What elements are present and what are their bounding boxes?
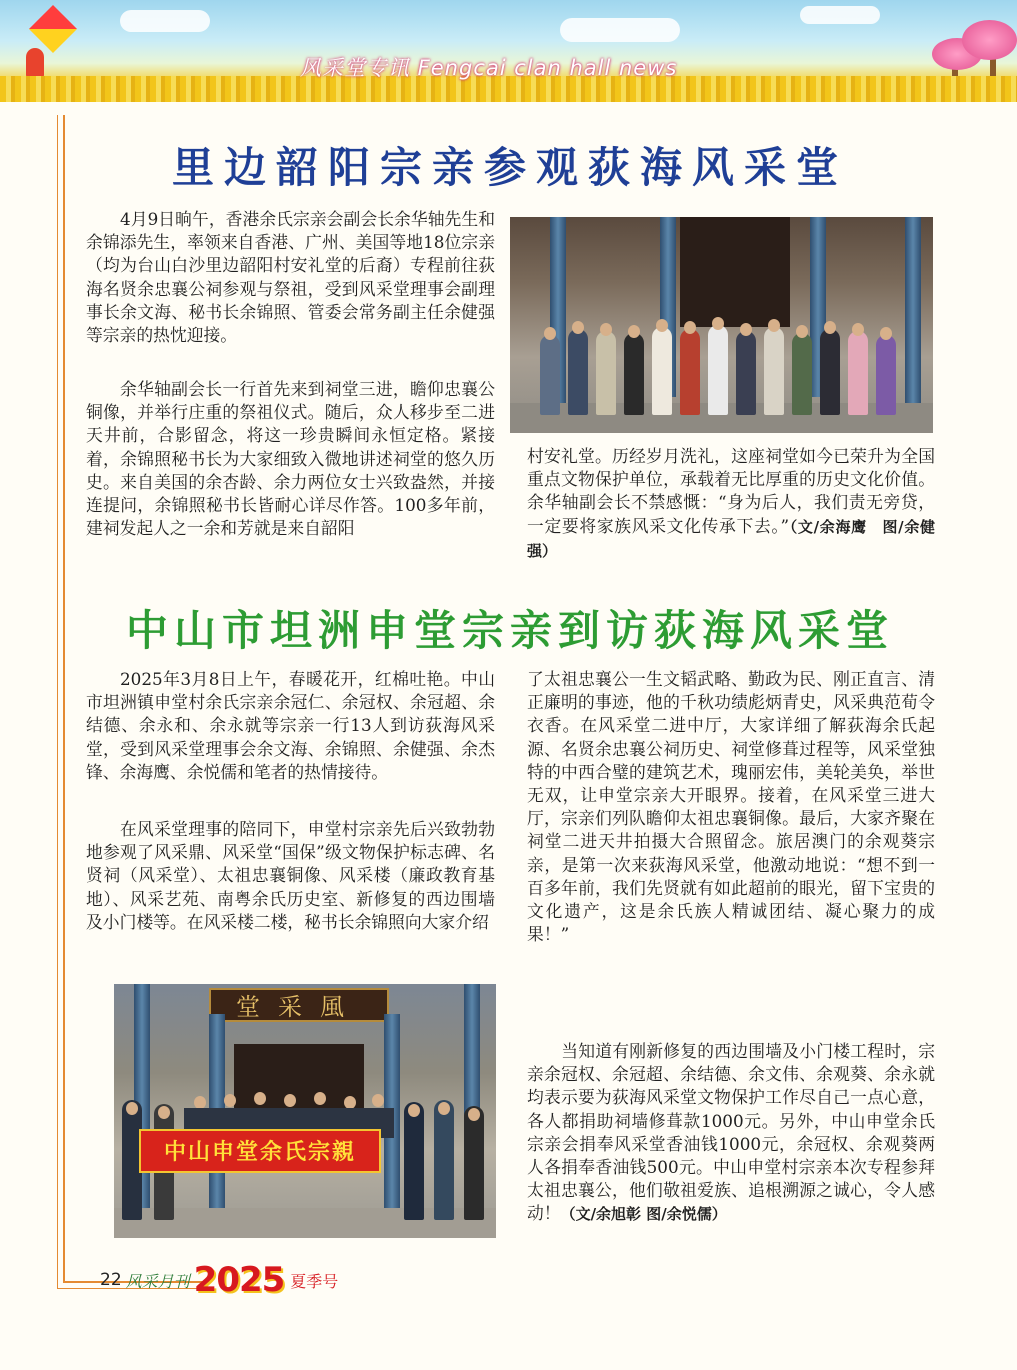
article2-paragraph-1: 2025年3月8日上午，春暖花开，红棉吐艳。中山市坦洲镇申堂村余氏宗亲余冠仁、余冠权、余冠超、余结德、余永和、余永就等宗亲一行13人到访荻海风采堂，受到风采堂理事会余文海、余锦照、余健强、余杰锋、余海鹰、余悦儒和笔者的热情接待。 (86, 669, 495, 782)
kite-icon (29, 5, 77, 53)
left-border-line (57, 115, 58, 1289)
article1-paragraph-2: 余华轴副会长一行首先来到祠堂三进，瞻仰忠襄公铜像，并举行庄重的祭祖仪式。随后，众人移步至二进天井前，合影留念，将这一珍贵瞬间永恒定格。紧接着，余锦照秘书长为大家细致入微地讲述祠堂的悠久历史。来自美国的余杏龄、余力两位女士兴致盎然，并接连提问，余锦照秘书长皆耐心详尽作答。100多年前，建祠发起人之一余和芳就是来自韶阳 (86, 379, 495, 539)
page-footer (100, 1262, 338, 1298)
article2-paragraph-3: 了太祖忠襄公一生文韬武略、勤政为民、刚正直言、清正廉明的事迹，他的千秋功绩彪炳青史，风采典范荀令衣香。在风采堂二进中厅，大家详细了解荻海余氏起源、名贤余忠襄公祠历史、祠堂修葺过程等，风采堂独特的中西合璧的建筑艺术，瑰丽宏伟，美轮美奂，举世无双，让申堂宗亲大开眼界。接着，在风采堂三进大厅，宗亲们列队瞻仰太祖忠襄铜像。最后，大家齐聚在祠堂二进天井拍摄大合照留念。旅居澳门的余观葵宗亲，是第一次来荻海风采堂，他激动地说：“想不到一百多年前，我们先贤就有如此超前的眼光，留下宝贵的文化遗产，这是余氏族人精诚团结、凝心聚力的成果！” (527, 669, 935, 945)
article1-title: 里边韶阳宗亲参观荻海风采堂 (171, 143, 848, 192)
article2-paragraph-4: 当知道有刚新修复的西边围墙及小门楼工程时，宗亲余冠权、余冠超、余结德、余文伟、余观葵、余永就均表示要为荻海风采堂文物保护工作尽自己一点心意，各人都捐助祠墙修葺款1000元。另外，中山申堂余氏宗亲会捐奉风采堂香油钱1000元，余冠权、余观葵两人各捐奉香油钱500元。中山申堂村宗亲本次专程参拜太祖忠襄公，他们敬祖爱族、追根溯源之诚心，令人感动！（文/余旭彰 图/余悦儒） (527, 1041, 935, 1224)
magazine-name: 风采月刊 (125, 1271, 190, 1291)
page-number: 22 (100, 1270, 122, 1290)
header-banner (0, 0, 1017, 102)
article1-paragraph-1: 4月9日晌午，香港余氏宗亲会副会长余华轴先生和余锦添先生，率领来自香港、广州、美国等地18位宗亲（均为台山白沙里边韶阳村安礼堂的后裔）专程前往荻海名贤余忠襄公祠参观与祭祖，受到风采堂理事会副理事长余文海、秘书长余锦照、管委会常务副主任余健强等宗亲的热忱迎接。 (86, 209, 495, 346)
issue-label: 夏季号 (290, 1271, 339, 1291)
article1-group-photo (510, 217, 933, 433)
clan-banner: 中山申堂余氏宗親 (139, 1129, 381, 1173)
article1-paragraph-3: 村安礼堂。历经岁月洗礼，这座祠堂如今已荣升为全国重点文物保护单位，承载着无比厚重的历史文化价值。余华轴副会长不禁感慨：“身为后人，我们责无旁贷，一定要将家族风采文化传承下去。”（文/余海鹰 图/余健强） (527, 446, 935, 560)
article2-group-photo (114, 984, 496, 1238)
article2-title: 中山市坦洲申堂宗亲到访荻海风采堂 (125, 606, 894, 655)
article2-paragraph-2: 在风采堂理事的陪同下，申堂村宗亲先后兴致勃勃地参观了风采鼎、风采堂“国保”级文物保护标志碑、名贤祠（风采堂）、太祖忠襄铜像、风采楼（廉政教育基地）、风采艺苑、南粤余氏历史室、新修复的西边围墙及小门楼等。在风采楼二楼，秘书长余锦照向大家介绍 (86, 819, 495, 932)
header-title: 风采堂专讯 Fengcai clan hall news (300, 56, 678, 80)
child-figure-icon (26, 48, 44, 78)
ancestral-hall-plaque: 堂采風 (209, 988, 389, 1022)
article2-credit: （文/余旭彰 图/余悦儒） (560, 1205, 727, 1224)
issue-year: 2025 (193, 1260, 285, 1300)
article1-credit: （文/余海鹰 图/余健强） (527, 517, 935, 560)
